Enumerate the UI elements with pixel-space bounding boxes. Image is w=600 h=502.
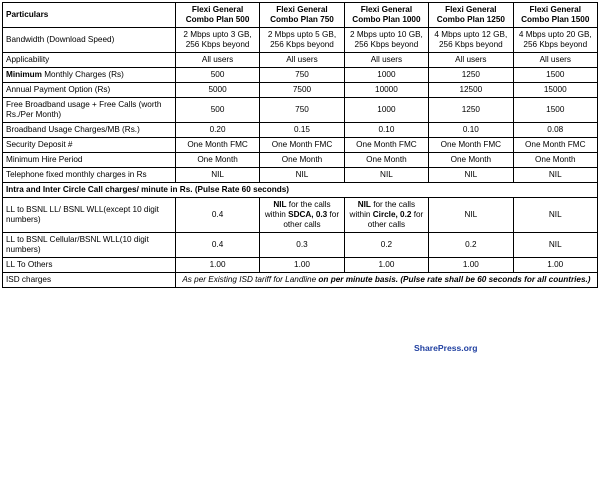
row-label-telephone-fixed: Telephone fixed monthly charges in Rs (3, 168, 176, 183)
cell-telephone-750: NIL (260, 168, 344, 183)
row-label-isd-charges: ISD charges (3, 273, 176, 288)
cell-cellular-1000: 0.2 (344, 233, 428, 258)
watermark-sharepress: SharePress.org (414, 343, 478, 353)
cell-usage-1250: 0.10 (429, 123, 513, 138)
cell-isd-note (175, 273, 597, 288)
cell-annual-1250: 12500 (429, 83, 513, 98)
cell-minimum-1250: 1250 (429, 68, 513, 83)
table-row (3, 273, 598, 288)
row-label-ll-to-bsnl-ll: LL to BSNL LL/ BSNL WLL(except 10 digit numbers) (3, 198, 176, 233)
cell-ll-bsnl-750-sdca: SDCA, 0.3 (288, 210, 328, 219)
cell-others-750: 1.00 (260, 258, 344, 273)
cell-isd-note-bold: on per minute basis. (Pulse rate shall be 60 seconds for all countries.) (318, 275, 591, 284)
cell-ll-bsnl-1000-circle: Circle, 0.2 (372, 210, 412, 219)
cell-cellular-1250: 0.2 (429, 233, 513, 258)
cell-security-750: One Month FMC (260, 138, 344, 153)
table-row (3, 233, 598, 258)
cell-annual-500: 5000 (175, 83, 259, 98)
row-label-minimum-monthly-charges (3, 68, 176, 83)
cell-applicability-750: All users (260, 53, 344, 68)
cell-cellular-750: 0.3 (260, 233, 344, 258)
row-label-security-deposit: Security Deposit # (3, 138, 176, 153)
header-plan-1250: Flexi General Combo Plan 1250 (429, 3, 513, 28)
cell-free-750: 750 (260, 98, 344, 123)
header-plan-500: Flexi General Combo Plan 500 (175, 3, 259, 28)
row-label-minimum-rest: Monthly Charges (Rs) (41, 70, 124, 79)
cell-hire-1000: One Month (344, 153, 428, 168)
cell-ll-bsnl-1000-mid: for the calls within (349, 200, 416, 219)
cell-bandwidth-1500: 4 Mbps upto 20 GB, 256 Kbps beyond (513, 28, 597, 53)
cell-usage-750: 0.15 (260, 123, 344, 138)
cell-others-1500: 1.00 (513, 258, 597, 273)
row-label-annual-payment: Annual Payment Option (Rs) (3, 83, 176, 98)
cell-hire-750: One Month (260, 153, 344, 168)
cell-annual-1500: 15000 (513, 83, 597, 98)
cell-free-1250: 1250 (429, 98, 513, 123)
table-row (3, 198, 598, 233)
cell-ll-bsnl-750-mid: for the calls within (264, 200, 331, 219)
cell-security-1000: One Month FMC (344, 138, 428, 153)
table-row (3, 83, 598, 98)
cell-free-1000: 1000 (344, 98, 428, 123)
cell-others-500: 1.00 (175, 258, 259, 273)
cell-usage-1500: 0.08 (513, 123, 597, 138)
cell-bandwidth-1000: 2 Mbps upto 10 GB, 256 Kbps beyond (344, 28, 428, 53)
cell-hire-1500: One Month (513, 153, 597, 168)
cell-applicability-1500: All users (513, 53, 597, 68)
cell-minimum-1500: 1500 (513, 68, 597, 83)
table-header-row (3, 3, 598, 28)
cell-hire-500: One Month (175, 153, 259, 168)
cell-others-1000: 1.00 (344, 258, 428, 273)
cell-security-500: One Month FMC (175, 138, 259, 153)
row-label-minimum-bold: Minimum (6, 70, 42, 79)
table-row (3, 53, 598, 68)
cell-ll-bsnl-1000-nil: NIL (357, 200, 371, 209)
cell-ll-bsnl-1250: NIL (429, 198, 513, 233)
cell-applicability-1000: All users (344, 53, 428, 68)
cell-ll-bsnl-750-post: for other calls (283, 210, 340, 229)
cell-hire-1250: One Month (429, 153, 513, 168)
cell-cellular-1500: NIL (513, 233, 597, 258)
row-label-bandwidth: Bandwidth (Download Speed) (3, 28, 176, 53)
row-label-usage-charges: Broadband Usage Charges/MB (Rs.) (3, 123, 176, 138)
row-label-ll-to-others: LL To Others (3, 258, 176, 273)
header-plan-750: Flexi General Combo Plan 750 (260, 3, 344, 28)
table-row (3, 28, 598, 53)
cell-bandwidth-500: 2 Mbps upto 3 GB, 256 Kbps beyond (175, 28, 259, 53)
cell-telephone-500: NIL (175, 168, 259, 183)
table-row (3, 68, 598, 83)
cell-ll-bsnl-750-nil: NIL (273, 200, 287, 209)
table-row (3, 258, 598, 273)
table-row (3, 153, 598, 168)
cell-minimum-500: 500 (175, 68, 259, 83)
header-plan-1500: Flexi General Combo Plan 1500 (513, 3, 597, 28)
row-label-applicability: Applicability (3, 53, 176, 68)
row-label-hire-period: Minimum Hire Period (3, 153, 176, 168)
header-particulars: Particulars (3, 3, 176, 28)
row-label-ll-to-cellular: LL to BSNL Cellular/BSNL WLL(10 digit numbers) (3, 233, 176, 258)
table-row (3, 123, 598, 138)
cell-cellular-500: 0.4 (175, 233, 259, 258)
cell-annual-750: 7500 (260, 83, 344, 98)
cell-telephone-1500: NIL (513, 168, 597, 183)
cell-isd-note-pre: As per Existing ISD tariff for Landline (182, 275, 319, 284)
cell-ll-bsnl-1000-post: for other calls (367, 210, 424, 229)
cell-others-1250: 1.00 (429, 258, 513, 273)
cell-free-1500: 1500 (513, 98, 597, 123)
row-label-free-broadband: Free Broadband usage + Free Calls (worth Rs./Per Month) (3, 98, 176, 123)
cell-telephone-1000: NIL (344, 168, 428, 183)
table-row (3, 168, 598, 183)
cell-ll-bsnl-500: 0.4 (175, 198, 259, 233)
table-row (3, 138, 598, 153)
cell-minimum-1000: 1000 (344, 68, 428, 83)
cell-applicability-500: All users (175, 53, 259, 68)
cell-security-1250: One Month FMC (429, 138, 513, 153)
cell-security-1500: One Month FMC (513, 138, 597, 153)
cell-bandwidth-1250: 4 Mbps upto 12 GB, 256 Kbps beyond (429, 28, 513, 53)
cell-ll-bsnl-1000 (344, 198, 428, 233)
cell-usage-500: 0.20 (175, 123, 259, 138)
cell-applicability-1250: All users (429, 53, 513, 68)
cell-ll-bsnl-1500: NIL (513, 198, 597, 233)
cell-minimum-750: 750 (260, 68, 344, 83)
cell-bandwidth-750: 2 Mbps upto 5 GB, 256 Kbps beyond (260, 28, 344, 53)
table-row (3, 98, 598, 123)
cell-free-500: 500 (175, 98, 259, 123)
table-section-row (3, 183, 598, 198)
cell-telephone-1250: NIL (429, 168, 513, 183)
cell-usage-1000: 0.10 (344, 123, 428, 138)
tariff-document (0, 2, 600, 502)
header-plan-1000: Flexi General Combo Plan 1000 (344, 3, 428, 28)
tariff-table (2, 2, 598, 288)
cell-annual-1000: 10000 (344, 83, 428, 98)
section-title-call-charges: Intra and Inter Circle Call charges/ minute in Rs. (Pulse Rate 60 seconds) (3, 183, 598, 198)
cell-ll-bsnl-750 (260, 198, 344, 233)
